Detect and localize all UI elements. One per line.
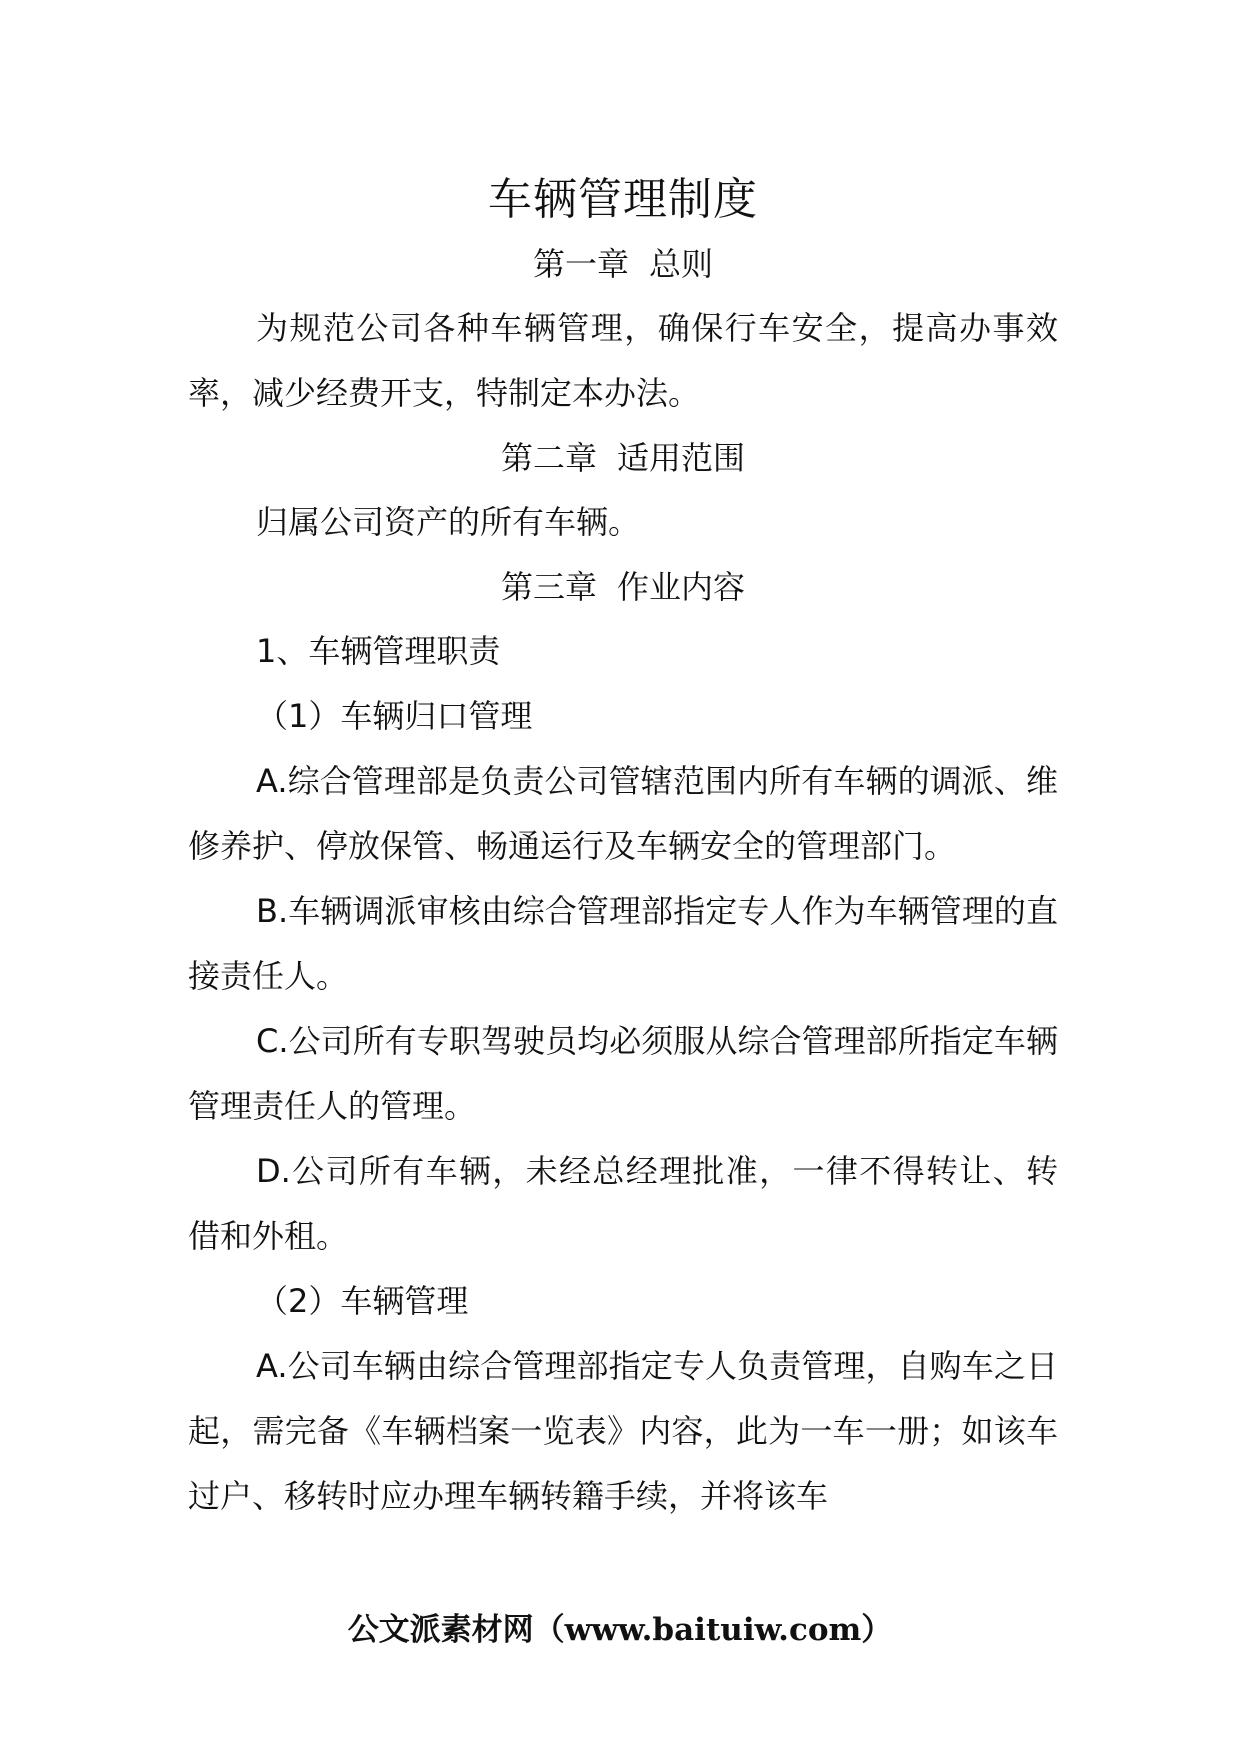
chapter-heading-2 bbox=[188, 426, 1058, 490]
chapter-name: 适用范围 bbox=[617, 439, 746, 477]
clause-1a: A.综合管理部是负责公司管辖范围内所有车辆的调派、维修养护、停放保管、畅通运行及车辆安全的管理部门。 bbox=[188, 762, 1058, 865]
clause-1b: B.车辆调派审核由综合管理部指定专人作为车辆管理的直接责任人。 bbox=[188, 892, 1058, 995]
clause-2a: A.公司车辆由综合管理部指定专人负责管理，自购车之日起，需完备《车辆档案一览表》内容，此为一车一册；如该车过户、移转时应办理车辆转籍手续，并将该车 bbox=[188, 1347, 1058, 1515]
footer-watermark: 公文派素材网（www.baituiw.com） bbox=[347, 1612, 893, 1648]
clause-1c: C.公司所有专职驾驶员均必须服从综合管理部所指定车辆管理责任人的管理。 bbox=[188, 1022, 1058, 1125]
chapter-number: 第二章 bbox=[500, 439, 597, 477]
subsection-heading-1: （1）车辆归口管理 bbox=[256, 697, 533, 735]
document-page bbox=[188, 168, 1058, 1529]
chapter-number: 第一章 bbox=[532, 245, 629, 283]
chapter-heading-1 bbox=[188, 232, 1058, 296]
document-title: 车辆管理制度 bbox=[488, 174, 758, 225]
chapter-number: 第三章 bbox=[500, 568, 597, 606]
chapter-name: 总则 bbox=[649, 245, 714, 283]
clause-1d: D.公司所有车辆，未经总经理批准，一律不得转让、转借和外租。 bbox=[188, 1152, 1058, 1255]
chapter1-paragraph: 为规范公司各种车辆管理，确保行车安全，提高办事效率，减少经费开支，特制定本办法。 bbox=[188, 309, 1058, 412]
subsection-heading-2: （2）车辆管理 bbox=[256, 1282, 469, 1320]
section-heading-1: 1、车辆管理职责 bbox=[256, 632, 501, 670]
chapter-heading-3 bbox=[188, 555, 1058, 619]
chapter2-paragraph: 归属公司资产的所有车辆。 bbox=[256, 503, 641, 541]
chapter-name: 作业内容 bbox=[617, 568, 746, 606]
